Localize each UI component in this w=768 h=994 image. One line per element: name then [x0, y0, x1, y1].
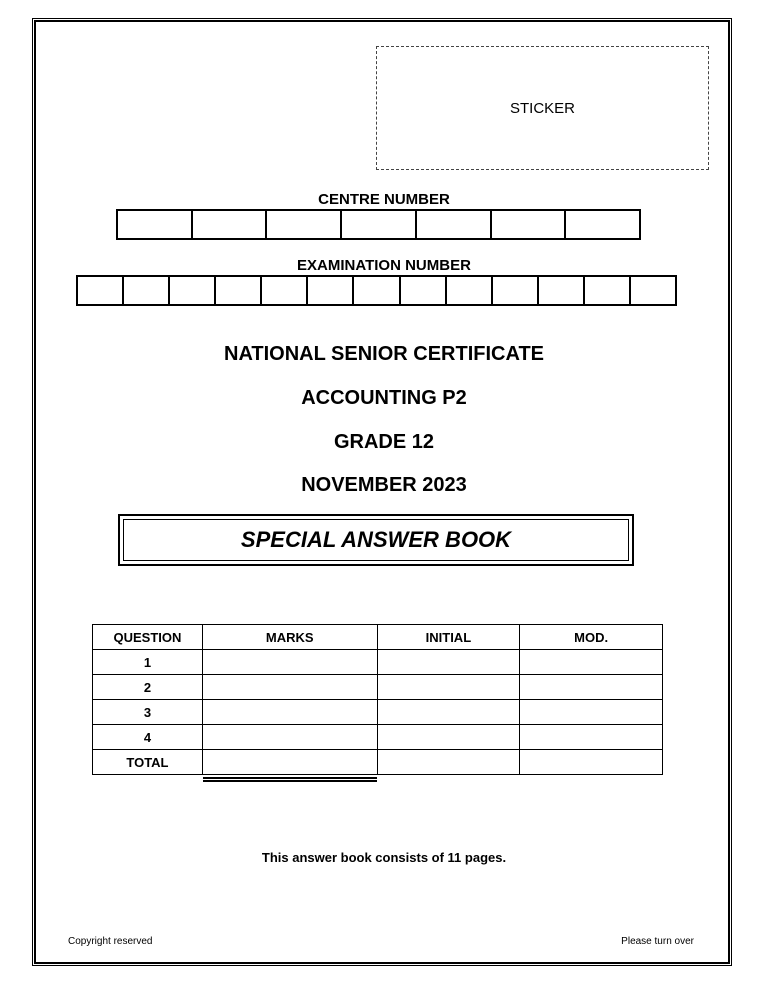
subject-title: ACCOUNTING P2: [301, 387, 467, 409]
examination-number-box[interactable]: [447, 277, 493, 304]
table-row: [93, 650, 663, 675]
question-number: 3: [93, 700, 203, 725]
examination-number-box[interactable]: [401, 277, 447, 304]
sticker-area: [376, 46, 709, 170]
certificate-title: NATIONAL SENIOR CERTIFICATE: [224, 343, 544, 365]
mod-cell[interactable]: [520, 700, 663, 725]
examination-number-label: EXAMINATION NUMBER: [297, 257, 471, 274]
marks-cell[interactable]: [202, 700, 377, 725]
marks-table-header-row: [93, 625, 663, 650]
examination-number-box[interactable]: [216, 277, 262, 304]
pages-note: This answer book consists of 11 pages.: [261, 850, 507, 865]
grade-title: GRADE 12: [333, 431, 435, 453]
book-type-box: [118, 514, 634, 566]
question-number: 2: [93, 675, 203, 700]
centre-number-box[interactable]: [417, 211, 492, 238]
centre-number-box[interactable]: [492, 211, 567, 238]
question-number: 1: [93, 650, 203, 675]
examination-number-box[interactable]: [354, 277, 400, 304]
examination-number-box[interactable]: [585, 277, 631, 304]
marks-table: [92, 624, 663, 775]
total-row: [93, 750, 663, 775]
question-number: 4: [93, 725, 203, 750]
total-mod-cell[interactable]: [520, 750, 663, 775]
mod-cell[interactable]: [520, 675, 663, 700]
examination-number-box[interactable]: [308, 277, 354, 304]
initial-cell[interactable]: [377, 650, 520, 675]
total-double-underline: [203, 777, 377, 782]
total-label: TOTAL: [93, 750, 203, 775]
marks-cell[interactable]: [202, 725, 377, 750]
examination-number-box[interactable]: [539, 277, 585, 304]
turn-over-footer: Please turn over: [621, 936, 694, 947]
centre-number-boxes: [116, 209, 641, 240]
initial-cell[interactable]: [377, 700, 520, 725]
examination-number-box[interactable]: [78, 277, 124, 304]
centre-number-box[interactable]: [342, 211, 417, 238]
marks-cell[interactable]: [202, 675, 377, 700]
examination-number-box[interactable]: [124, 277, 170, 304]
examination-number-box[interactable]: [262, 277, 308, 304]
centre-number-box[interactable]: [566, 211, 639, 238]
header-initial: INITIAL: [377, 625, 520, 650]
initial-cell[interactable]: [377, 725, 520, 750]
centre-number-label: CENTRE NUMBER: [318, 191, 450, 208]
header-mod: MOD.: [520, 625, 663, 650]
centre-number-box[interactable]: [193, 211, 268, 238]
initial-cell[interactable]: [377, 675, 520, 700]
copyright-footer: Copyright reserved: [68, 936, 153, 947]
header-marks: MARKS: [202, 625, 377, 650]
total-initial-cell[interactable]: [377, 750, 520, 775]
table-row: [93, 700, 663, 725]
examination-number-box[interactable]: [170, 277, 216, 304]
mod-cell[interactable]: [520, 650, 663, 675]
examination-number-box[interactable]: [631, 277, 675, 304]
mod-cell[interactable]: [520, 725, 663, 750]
examination-number-box[interactable]: [493, 277, 539, 304]
table-row: [93, 725, 663, 750]
centre-number-box[interactable]: [267, 211, 342, 238]
examination-number-boxes: [76, 275, 677, 306]
book-type-label: SPECIAL ANSWER BOOK: [123, 519, 629, 561]
sticker-label: STICKER: [509, 99, 575, 117]
marks-cell[interactable]: [202, 650, 377, 675]
total-marks-cell[interactable]: [202, 750, 377, 775]
table-row: [93, 675, 663, 700]
centre-number-box[interactable]: [118, 211, 193, 238]
header-question: QUESTION: [93, 625, 203, 650]
session-title: NOVEMBER 2023: [301, 474, 467, 496]
